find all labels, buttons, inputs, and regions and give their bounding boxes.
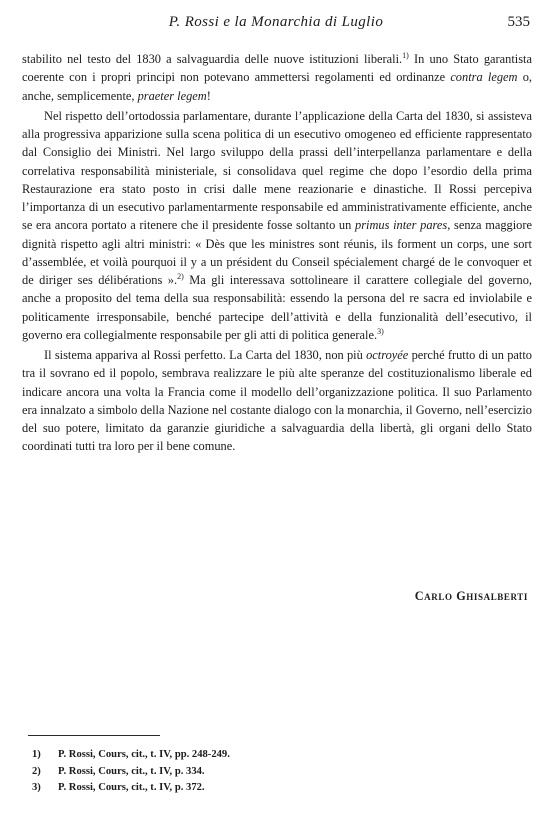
italic-phrase: praeter legem — [137, 88, 207, 103]
footnote-mark: 2) — [32, 765, 41, 777]
running-head — [22, 14, 530, 34]
footnote-mark: 3) — [32, 782, 41, 793]
paragraph — [22, 107, 532, 344]
italic-phrase: contra legem — [450, 70, 518, 85]
page-number: 535 — [507, 14, 530, 30]
footnote — [32, 747, 512, 764]
footnotes — [32, 747, 512, 797]
paragraph — [22, 50, 532, 105]
text-run: perché frutto di un patto tra il sovrano ed il popolo, sembrava realizzare le più alte speranze del costituzionalismo liberale ed indicare ancora una volta la Francia come il modello dell’organizzazione politica. Il suo Parlamento era innalzato a simbolo della Nazione nel costante dialogo con la monarchia, il Governo, nell’esercizio del suo potere, limitato da garanzie giuridiche a salvaguardia della libertà, gli organi dello Stato coordinati tutti tra loro per il bene comune. — [22, 348, 532, 454]
footnote — [32, 780, 512, 797]
text-run: Nel rispetto dell’ortodossia parlamentare, durante l’applicazione della Carta del 1830, si assisteva alla progressiva apparizione sulla scena politica di un esecutivo omogeneo ed efficiente rappresentato dal Consiglio dei Ministri. Nel largo sviluppo della prassi dell’interpellanza parlamentare e della correlativa responsabilità ministeriale, si consolidava quel regime che dopo l’esordio della prima Restaurazione era stato posto in crisi dalle mene reazionarie e dinastiche. Il Rossi percepiva l’importanza di un esecutivo parlamentarmente responsabile ed amministrativamente efficiente, anche se era ancora portato a ritenere che il presidente fosse soltanto un — [22, 108, 532, 233]
text-run: , senza maggiore dignità rispetto agli altri ministri: « Dès que les ministres sont réunis, ils forment un corps, une sort d’assemblée, et voilà pourquoi il y a un président du Conseil spécialement chargé de le convoquer et de diriger ses délibérations ». — [22, 218, 532, 287]
paragraph — [22, 346, 532, 456]
footnote-divider — [28, 735, 160, 736]
author-signature: Carlo Ghisalberti — [414, 589, 528, 603]
italic-phrase: octroyée — [366, 348, 409, 362]
footnote-reference: 1) — [402, 51, 409, 60]
text-run: ! — [206, 88, 211, 103]
text-run: Ma gli interessava sottolineare il carattere collegiale del governo, anche a proposito del tema della sua responsabilità: essendo la persona del re sacra ed inviolabile e politicamente irresponsabile, benché partecipe dell’attività e della funzionalità dell’esecutivo, il governo era collegialmente responsabile per gli atti di politica generale. — [22, 273, 532, 342]
footnote — [32, 764, 512, 781]
footnote-mark: 1) — [32, 749, 41, 760]
text-run: stabilito nel testo del 1830 a salvaguardia delle nuove istituzioni liberali. — [22, 52, 403, 66]
article-body — [22, 50, 532, 456]
footnote-reference: 2) — [177, 272, 184, 281]
text-run: Il sistema appariva al Rossi perfetto. La Carta del 1830, non più — [44, 348, 367, 362]
text-run: o, anche, semplicemente, — [22, 70, 532, 103]
footnote-reference: 3) — [377, 326, 384, 336]
italic-phrase: primus inter pares — [355, 218, 448, 233]
footnote-text: P. Rossi, Cours, cit., t. IV, pp. 248-249. — [58, 749, 230, 760]
text-run: In uno Stato garantista coerente con i propri principi non potevano ammettersi regolamenti ed ordinanze — [22, 52, 532, 85]
footnote-text: P. Rossi, Cours, cit., t. IV, p. 372. — [58, 782, 205, 793]
footnote-text: P. Rossi, Cours, cit., t. IV, p. 334. — [58, 765, 205, 777]
running-title: P. Rossi e la Monarchia di Luglio — [168, 14, 384, 30]
